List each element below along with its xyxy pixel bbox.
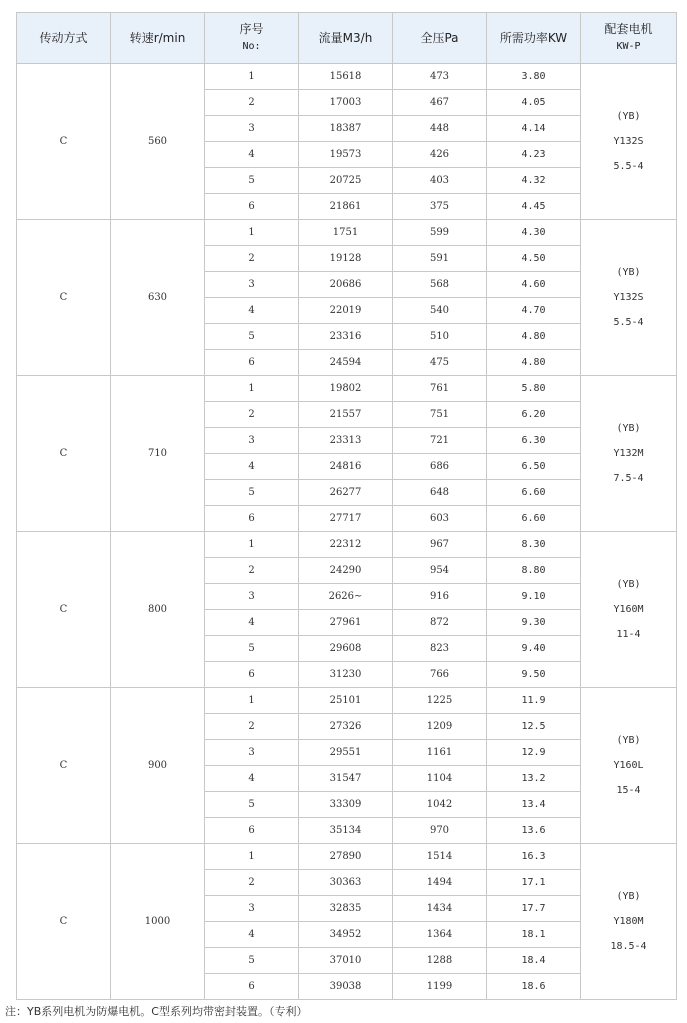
motor-cell (581, 376, 677, 532)
header-motor (581, 13, 677, 64)
flow-cell: 23316 (299, 324, 393, 350)
power-cell: 13.6 (487, 818, 581, 844)
pressure-cell: 648 (393, 480, 487, 506)
flow-cell: 18387 (299, 116, 393, 142)
power-cell: 9.10 (487, 584, 581, 610)
fan-performance-table (16, 12, 677, 1000)
motor-line: Y132M (613, 448, 644, 459)
power-cell: 12.5 (487, 714, 581, 740)
power-cell: 3.80 (487, 64, 581, 90)
motor-line: 7.5-4 (613, 473, 644, 484)
flow-cell: 29608 (299, 636, 393, 662)
flow-cell: 19128 (299, 246, 393, 272)
pressure-cell: 591 (393, 246, 487, 272)
header-pressure: 全压Pa (393, 13, 487, 64)
motor-line: Y132S (613, 292, 644, 303)
pressure-cell: 1494 (393, 870, 487, 896)
power-cell: 6.20 (487, 402, 581, 428)
speed-cell: 800 (111, 532, 205, 688)
no-cell: 1 (205, 688, 299, 714)
header-motor-line2: KW-P (616, 41, 641, 52)
pressure-cell: 1434 (393, 896, 487, 922)
flow-cell: 22312 (299, 532, 393, 558)
flow-cell: 33309 (299, 792, 393, 818)
motor-cell (581, 64, 677, 220)
no-cell: 6 (205, 506, 299, 532)
flow-cell: 24816 (299, 454, 393, 480)
motor-cell (581, 688, 677, 844)
no-cell: 5 (205, 948, 299, 974)
pressure-cell: 540 (393, 298, 487, 324)
pressure-cell: 1161 (393, 740, 487, 766)
flow-cell: 29551 (299, 740, 393, 766)
power-cell: 18.4 (487, 948, 581, 974)
pressure-cell: 1042 (393, 792, 487, 818)
motor-line: (YB) (616, 891, 641, 902)
pressure-cell: 916 (393, 584, 487, 610)
pressure-cell: 1225 (393, 688, 487, 714)
power-cell: 18.6 (487, 974, 581, 1000)
power-cell: 4.70 (487, 298, 581, 324)
drive-cell: C (17, 844, 111, 1000)
motor-line: (YB) (616, 111, 641, 122)
motor-line: Y132S (613, 136, 644, 147)
power-cell: 6.60 (487, 480, 581, 506)
speed-cell: 630 (111, 220, 205, 376)
no-cell: 2 (205, 246, 299, 272)
flow-cell: 24290 (299, 558, 393, 584)
no-cell: 2 (205, 870, 299, 896)
table-row (17, 376, 677, 402)
drive-cell: C (17, 688, 111, 844)
header-power: 所需功率KW (487, 13, 581, 64)
header-drive: 传动方式 (17, 13, 111, 64)
pressure-cell: 967 (393, 532, 487, 558)
no-cell: 2 (205, 402, 299, 428)
no-cell: 1 (205, 532, 299, 558)
pressure-cell: 1104 (393, 766, 487, 792)
power-cell: 4.14 (487, 116, 581, 142)
speed-cell: 560 (111, 64, 205, 220)
no-cell: 6 (205, 662, 299, 688)
header-flow: 流量M3/h (299, 13, 393, 64)
motor-line: Y180M (613, 916, 644, 927)
pressure-cell: 426 (393, 142, 487, 168)
power-cell: 4.50 (487, 246, 581, 272)
drive-cell: C (17, 64, 111, 220)
no-cell: 2 (205, 558, 299, 584)
no-cell: 5 (205, 168, 299, 194)
power-cell: 18.1 (487, 922, 581, 948)
flow-cell: 27890 (299, 844, 393, 870)
pressure-cell: 1364 (393, 922, 487, 948)
pressure-cell: 823 (393, 636, 487, 662)
pressure-cell: 473 (393, 64, 487, 90)
drive-cell: C (17, 532, 111, 688)
no-cell: 5 (205, 636, 299, 662)
pressure-cell: 1288 (393, 948, 487, 974)
flow-cell: 20686 (299, 272, 393, 298)
no-cell: 1 (205, 220, 299, 246)
flow-cell: 27961 (299, 610, 393, 636)
power-cell: 9.50 (487, 662, 581, 688)
header-index-line1: 序号 (239, 22, 264, 36)
no-cell: 1 (205, 844, 299, 870)
no-cell: 6 (205, 974, 299, 1000)
power-cell: 4.30 (487, 220, 581, 246)
power-cell: 16.3 (487, 844, 581, 870)
power-cell: 11.9 (487, 688, 581, 714)
flow-cell: 24594 (299, 350, 393, 376)
power-cell: 5.80 (487, 376, 581, 402)
table-row (17, 64, 677, 90)
no-cell: 1 (205, 376, 299, 402)
pressure-cell: 954 (393, 558, 487, 584)
power-cell: 8.80 (487, 558, 581, 584)
motor-line: Y160M (613, 604, 644, 615)
pressure-cell: 1199 (393, 974, 487, 1000)
drive-cell: C (17, 220, 111, 376)
table-row (17, 844, 677, 870)
spec-table-container (16, 12, 676, 1000)
no-cell: 2 (205, 90, 299, 116)
flow-cell: 21861 (299, 194, 393, 220)
flow-cell: 25101 (299, 688, 393, 714)
motor-cell (581, 220, 677, 376)
flow-cell: 20725 (299, 168, 393, 194)
power-cell: 17.7 (487, 896, 581, 922)
flow-cell: 21557 (299, 402, 393, 428)
table-row (17, 688, 677, 714)
power-cell: 4.80 (487, 324, 581, 350)
motor-cell (581, 532, 677, 688)
header-motor-line1: 配套电机 (604, 22, 653, 36)
header-index (205, 13, 299, 64)
flow-cell: 31230 (299, 662, 393, 688)
pressure-cell: 1209 (393, 714, 487, 740)
power-cell: 13.4 (487, 792, 581, 818)
pressure-cell: 510 (393, 324, 487, 350)
pressure-cell: 603 (393, 506, 487, 532)
power-cell: 17.1 (487, 870, 581, 896)
power-cell: 9.30 (487, 610, 581, 636)
pressure-cell: 686 (393, 454, 487, 480)
table-row (17, 532, 677, 558)
pressure-cell: 599 (393, 220, 487, 246)
motor-cell (581, 844, 677, 1000)
flow-cell: 27326 (299, 714, 393, 740)
motor-line: 11-4 (616, 629, 641, 640)
flow-cell: 30363 (299, 870, 393, 896)
no-cell: 6 (205, 350, 299, 376)
no-cell: 4 (205, 298, 299, 324)
power-cell: 6.50 (487, 454, 581, 480)
power-cell: 9.40 (487, 636, 581, 662)
no-cell: 5 (205, 480, 299, 506)
pressure-cell: 721 (393, 428, 487, 454)
footnote: 注：YB系列电机为防爆电机。C型系列均带密封装置。（专利） (5, 1005, 308, 1018)
power-cell: 4.45 (487, 194, 581, 220)
motor-line: (YB) (616, 735, 641, 746)
power-cell: 4.80 (487, 350, 581, 376)
flow-cell: 19802 (299, 376, 393, 402)
no-cell: 4 (205, 922, 299, 948)
flow-cell: 32835 (299, 896, 393, 922)
motor-line: (YB) (616, 267, 641, 278)
no-cell: 3 (205, 428, 299, 454)
header-row (17, 13, 677, 64)
no-cell: 1 (205, 64, 299, 90)
motor-line: (YB) (616, 579, 641, 590)
no-cell: 6 (205, 194, 299, 220)
no-cell: 4 (205, 766, 299, 792)
power-cell: 4.60 (487, 272, 581, 298)
speed-cell: 900 (111, 688, 205, 844)
table-body (17, 64, 677, 1000)
flow-cell: 39038 (299, 974, 393, 1000)
header-index-line2: No: (242, 41, 261, 52)
pressure-cell: 568 (393, 272, 487, 298)
flow-cell: 2626~ (299, 584, 393, 610)
flow-cell: 22019 (299, 298, 393, 324)
power-cell: 4.23 (487, 142, 581, 168)
flow-cell: 1751 (299, 220, 393, 246)
no-cell: 3 (205, 896, 299, 922)
power-cell: 13.2 (487, 766, 581, 792)
motor-line: (YB) (616, 423, 641, 434)
flow-cell: 26277 (299, 480, 393, 506)
power-cell: 12.9 (487, 740, 581, 766)
table-row (17, 220, 677, 246)
speed-cell: 710 (111, 376, 205, 532)
power-cell: 4.32 (487, 168, 581, 194)
no-cell: 3 (205, 272, 299, 298)
no-cell: 3 (205, 116, 299, 142)
power-cell: 4.05 (487, 90, 581, 116)
pressure-cell: 475 (393, 350, 487, 376)
pressure-cell: 467 (393, 90, 487, 116)
flow-cell: 15618 (299, 64, 393, 90)
motor-line: Y160L (613, 760, 644, 771)
header-speed: 转速r/min (111, 13, 205, 64)
power-cell: 6.60 (487, 506, 581, 532)
motor-line: 18.5-4 (610, 941, 647, 952)
power-cell: 6.30 (487, 428, 581, 454)
no-cell: 5 (205, 324, 299, 350)
pressure-cell: 766 (393, 662, 487, 688)
flow-cell: 27717 (299, 506, 393, 532)
pressure-cell: 761 (393, 376, 487, 402)
flow-cell: 35134 (299, 818, 393, 844)
no-cell: 4 (205, 610, 299, 636)
flow-cell: 31547 (299, 766, 393, 792)
motor-line: 15-4 (616, 785, 641, 796)
power-cell: 8.30 (487, 532, 581, 558)
no-cell: 2 (205, 714, 299, 740)
flow-cell: 19573 (299, 142, 393, 168)
no-cell: 4 (205, 454, 299, 480)
pressure-cell: 375 (393, 194, 487, 220)
flow-cell: 23313 (299, 428, 393, 454)
pressure-cell: 872 (393, 610, 487, 636)
flow-cell: 17003 (299, 90, 393, 116)
no-cell: 3 (205, 584, 299, 610)
pressure-cell: 448 (393, 116, 487, 142)
no-cell: 5 (205, 792, 299, 818)
drive-cell: C (17, 376, 111, 532)
pressure-cell: 970 (393, 818, 487, 844)
no-cell: 6 (205, 818, 299, 844)
pressure-cell: 1514 (393, 844, 487, 870)
motor-line: 5.5-4 (613, 317, 644, 328)
no-cell: 3 (205, 740, 299, 766)
motor-line: 5.5-4 (613, 161, 644, 172)
pressure-cell: 403 (393, 168, 487, 194)
flow-cell: 37010 (299, 948, 393, 974)
speed-cell: 1000 (111, 844, 205, 1000)
no-cell: 4 (205, 142, 299, 168)
flow-cell: 34952 (299, 922, 393, 948)
pressure-cell: 751 (393, 402, 487, 428)
